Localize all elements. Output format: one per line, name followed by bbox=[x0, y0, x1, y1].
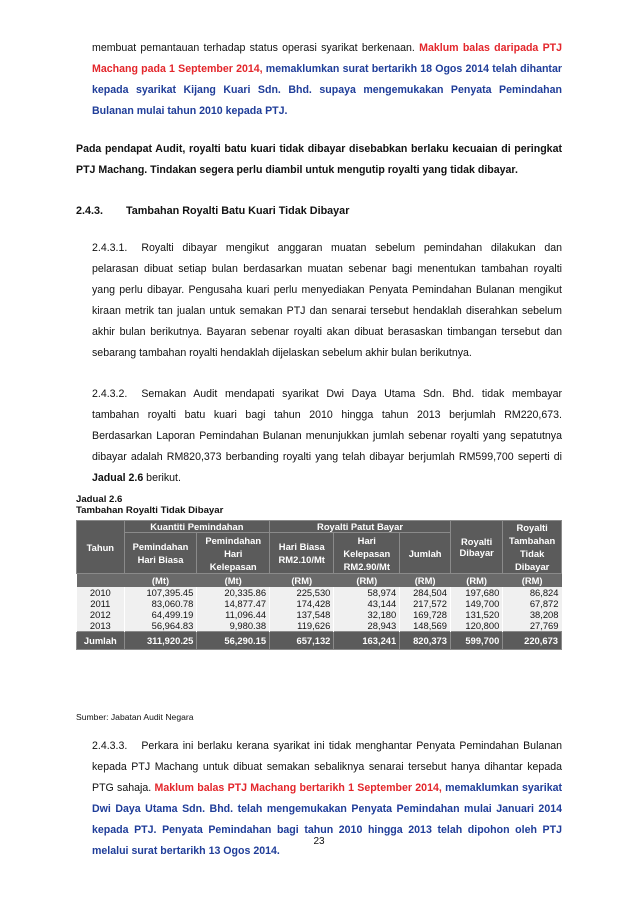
table-row bbox=[77, 587, 562, 598]
cell: 657,132 bbox=[270, 631, 334, 649]
unit-cell: (RM) bbox=[414, 574, 436, 586]
cell: 119,626 bbox=[270, 620, 334, 632]
cell: 14,877.47 bbox=[197, 598, 270, 609]
cell: 148,569 bbox=[400, 620, 451, 632]
para-text-after: berikut. bbox=[143, 472, 181, 484]
table-title: Tambahan Royalti Tidak Dibayar bbox=[76, 505, 224, 516]
unit-cell: (RM) bbox=[356, 574, 378, 586]
cell: 169,728 bbox=[400, 609, 451, 620]
cell: 86,824 bbox=[503, 587, 562, 598]
heading-number: 2.4.3. bbox=[76, 205, 104, 217]
cell: 64,499.19 bbox=[124, 609, 197, 620]
cell: 107,395.45 bbox=[124, 587, 197, 598]
table-source: Sumber: Jabatan Audit Negara bbox=[76, 712, 194, 722]
cell-total-label: Jumlah bbox=[77, 631, 125, 649]
para-text: Perkara ini berlaku kerana syarikat ini tidak menghantar Penyata Pemindahan Bulanan kepada PTJ Machang untuk dibuat semakan sebaliknya senarai tersebut hanya dihantar kepada PTG sahaja. bbox=[92, 740, 562, 794]
table-reference: Jadual 2.6 bbox=[92, 472, 144, 484]
header-tambahan: Royalti Tambahan Tidak Dibayar bbox=[503, 521, 562, 574]
cell: 83,060.78 bbox=[124, 598, 197, 609]
cell: 28,943 bbox=[334, 620, 400, 632]
audit-opinion-text: Pada pendapat Audit, royalti batu kuari tidak dibayar disebabkan berlaku kecuaian di peringkat PTJ Machang. Tindakan segera perlu diambil untuk mengutip royalti yang tidak dibayar. bbox=[76, 143, 562, 176]
cell: 174,428 bbox=[270, 598, 334, 609]
cell: 58,974 bbox=[334, 587, 400, 598]
cell: 163,241 bbox=[334, 631, 400, 649]
cell: 220,673 bbox=[503, 631, 562, 649]
unit-cell: (RM) bbox=[466, 574, 488, 586]
text-response-blue: memaklumkan syarikat Dwi Daya Utama Sdn. Bhd. telah mengemukakan Penyata Pemindahan mulai Januari 2014 kepada PTJ. Penyata Pemindahan bagi tahun 2010 hingga 2013 telah dipohon oleh PTJ melalui surat bertarikh 13 Ogos 2014. bbox=[92, 782, 563, 857]
units-spacer bbox=[77, 574, 125, 587]
paragraph-top bbox=[92, 38, 562, 122]
text-plain: membuat pemantauan terhadap status operasi syarikat berkenaan. bbox=[92, 42, 420, 54]
cell-year: 2010 bbox=[77, 587, 125, 598]
heading-title: Tambahan Royalti Batu Kuari Tidak Dibayar bbox=[126, 205, 350, 217]
para-text: Semakan Audit mendapati syarikat Dwi Daya Utama Sdn. Bhd. tidak membayar tambahan royalti batu kuari bagi tahun 2010 hingga tahun 2013 berjumlah RM220,673. Berdasarkan Laporan Pemindahan Bulanan menunjukkan jumlah sebenar royalti yang sepatutnya dibayar adalah RM820,373 berbanding royalti yang telah dibayar berjumlah RM599,700 seperti di bbox=[92, 388, 562, 463]
paragraph-2-4-3-2 bbox=[92, 384, 562, 489]
section-heading bbox=[76, 205, 349, 217]
cell: 27,769 bbox=[503, 620, 562, 632]
header-jumlah: Jumlah bbox=[400, 533, 451, 574]
cell: 149,700 bbox=[450, 598, 502, 609]
cell: 120,800 bbox=[450, 620, 502, 632]
cell: 56,964.83 bbox=[124, 620, 197, 632]
cell-year: 2013 bbox=[77, 620, 125, 632]
audit-opinion bbox=[76, 139, 562, 181]
header-hari-biasa: Hari Biasa RM2.10/Mt bbox=[270, 533, 334, 574]
cell-year: 2011 bbox=[77, 598, 125, 609]
cell: 32,180 bbox=[334, 609, 400, 620]
header-group-royalti: Royalti Patut Bayar bbox=[270, 521, 451, 533]
table-row bbox=[77, 609, 562, 620]
para-number: 2.4.3.2. bbox=[92, 388, 128, 400]
cell: 311,920.25 bbox=[124, 631, 197, 649]
header-pemindahan-biasa: Pemindahan Hari Biasa bbox=[124, 533, 197, 574]
text-response-red: Maklum balas daripada PTJ Machang pada 1 September 2014, bbox=[92, 42, 562, 75]
table-total-row bbox=[77, 631, 562, 649]
cell: 67,872 bbox=[503, 598, 562, 609]
cell: 38,208 bbox=[503, 609, 562, 620]
cell: 225,530 bbox=[270, 587, 334, 598]
table-label: Jadual 2.6 bbox=[76, 494, 123, 505]
text-response-red: Maklum balas PTJ Machang bertarikh 1 September 2014, bbox=[154, 782, 442, 794]
cell: 137,548 bbox=[270, 609, 334, 620]
text-response-blue: memaklumkan surat bertarikh 18 Ogos 2014 telah dihantar kepada syarikat Kijang Kuari Sdn. Bhd. supaya mengemukakan Penyata Pemindahan Bulanan mulai tahun 2010 kepada PTJ. bbox=[92, 63, 562, 117]
royalty-table bbox=[76, 520, 562, 650]
header-group-kuantiti: Kuantiti Pemindahan bbox=[124, 521, 269, 533]
para-number: 2.4.3.1. bbox=[92, 242, 128, 254]
paragraph-2-4-3-1 bbox=[92, 238, 562, 364]
table-row bbox=[77, 620, 562, 632]
unit-cell: (RM) bbox=[291, 574, 313, 586]
para-number: 2.4.3.3. bbox=[92, 740, 128, 752]
cell: 599,700 bbox=[450, 631, 502, 649]
cell: 9,980.38 bbox=[197, 620, 270, 632]
table-row bbox=[77, 598, 562, 609]
para-text: Royalti dibayar mengikut anggaran muatan sebelum pemindahan dilakukan dan pelarasan dibuat setiap bulan berdasarkan muatan sebenar bagi menentukan tambahan royalti yang perlu dibayar. Pengusaha kuari perlu menyediakan Penyata Pemindahan Bulanan mengikut kiraan metrik tan jualan untuk semakan PTJ dan senarai tersebut hendaklah diserahkan sebelum akhir bulan berikutnya. Bayaran sebenar royalti akan dibuat berasaskan timbangan tersebut dan sebarang tambahan royalti hendaklah dijelaskan sebelum akhir bulan berikutnya. bbox=[92, 242, 562, 359]
unit-cell: (RM) bbox=[521, 574, 543, 586]
header-dibayar: Royalti Dibayar bbox=[450, 521, 502, 574]
cell: 11,096.44 bbox=[197, 609, 270, 620]
unit-cell: (Mt) bbox=[151, 574, 170, 586]
unit-cell: (Mt) bbox=[224, 574, 242, 586]
header-hari-kelepasan: Hari Kelepasan RM2.90/Mt bbox=[334, 533, 400, 574]
cell: 131,520 bbox=[450, 609, 502, 620]
cell: 20,335.86 bbox=[197, 587, 270, 598]
cell: 56,290.15 bbox=[197, 631, 270, 649]
cell-year: 2012 bbox=[77, 609, 125, 620]
page-number: 23 bbox=[313, 836, 325, 847]
cell: 197,680 bbox=[450, 587, 502, 598]
cell: 284,504 bbox=[400, 587, 451, 598]
cell: 217,572 bbox=[400, 598, 451, 609]
header-pemindahan-kelepasan: Pemindahan Hari Kelepasan bbox=[197, 533, 270, 574]
cell: 43,144 bbox=[334, 598, 400, 609]
header-tahun: Tahun bbox=[77, 521, 125, 574]
cell: 820,373 bbox=[400, 631, 451, 649]
